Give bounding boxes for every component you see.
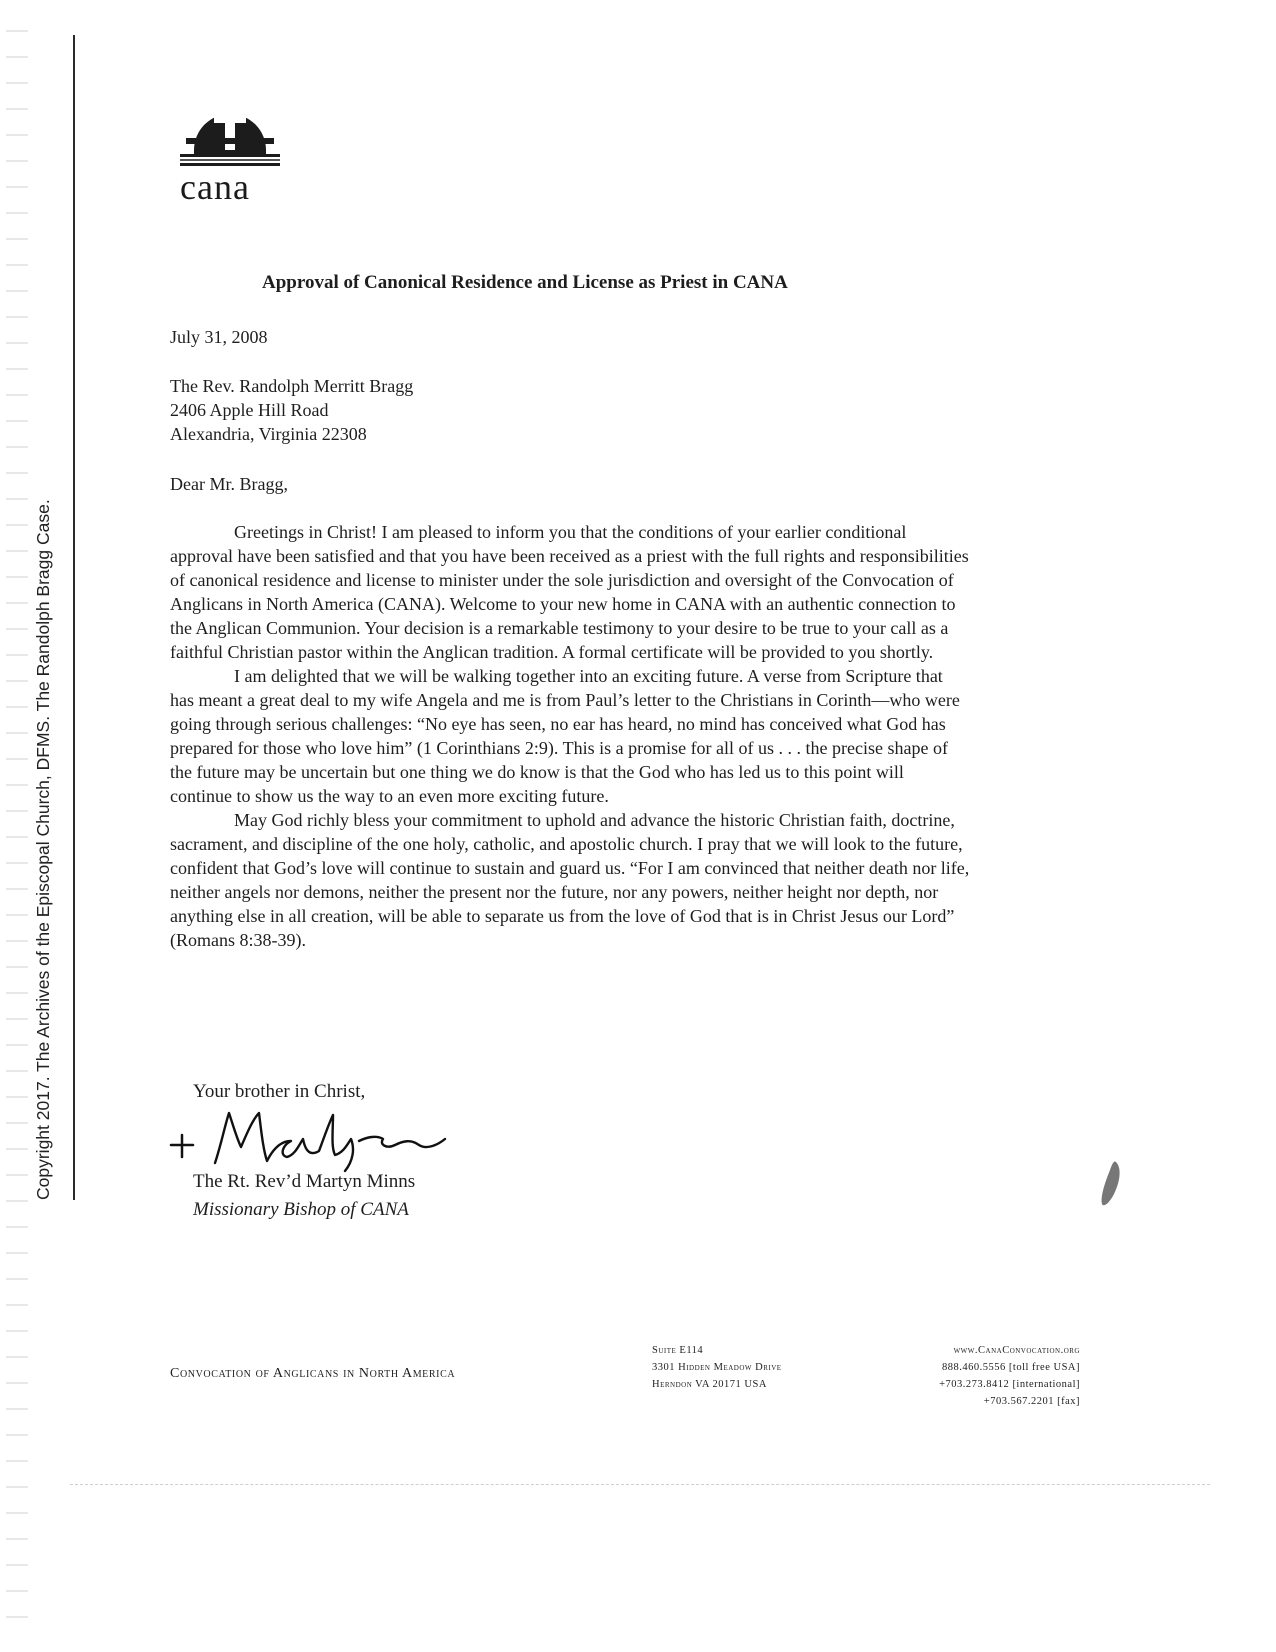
footer-suite: Suite E114 [652,1345,704,1356]
letter-date: July 31, 2008 [170,327,268,347]
footer-phone-row [900,1359,1080,1376]
footer-phone-row [900,1376,1080,1393]
handwritten-signature [163,1105,453,1175]
phone-label: [toll free USA] [1008,1362,1080,1373]
signer-role: Missionary Bishop of CANA [193,1199,409,1220]
letter-body [170,520,970,952]
signer-name: The Rt. Rev’d Martyn Minns [193,1171,416,1192]
cana-wordmark: cana [180,167,250,207]
footer-organization: Convocation of Anglicans in North America [170,1366,456,1381]
recipient-address [170,374,413,446]
copyright-notice: Copyright 2017. The Archives of the Episcopal Church, DFMS. The Randolph Bragg Case. [33,499,53,1200]
recipient-name: The Rev. Randolph Merritt Bragg [170,376,414,396]
body-paragraph: May God richly bless your commitment to uphold and advance the historic Christian faith, doctrine, sacrament, and discipline of the one holy, catholic, and apostolic church. I pray that we will look to the future, confident that God’s love will continue to sustain and guard us. “For I am convinced that neither death nor life, neither angels nor demons, neither the present nor the future, nor any powers, neither height nor depth, nor anything else in all creation, will be able to separate us from the love of God that is in Christ Jesus our Lord” (Romans 8:38-39). [170,810,970,950]
closing: Your brother in Christ, [193,1081,366,1102]
footer-website: www.CanaConvocation.org [953,1345,1080,1356]
ink-smudge [1100,1160,1122,1210]
phone-label: [fax] [1057,1396,1080,1407]
recipient-city: Alexandria, Virginia 22308 [170,424,367,444]
phone-number: +703.273.8412 [939,1379,1010,1390]
phone-number: +703.567.2201 [983,1396,1054,1407]
phone-number: 888.460.5556 [942,1362,1006,1373]
footer-contact [900,1342,1080,1410]
footer-street: 3301 Hidden Meadow Drive [652,1362,782,1373]
phone-label: [international] [1012,1379,1080,1390]
body-paragraph: I am delighted that we will be walking together into an exciting future. A verse from Scripture that has meant a great deal to my wife Angela and me is from Paul’s letter to the Christians in Corinth—who were going through serious challenges: “No eye has seen, no ear has heard, no mind has conceived what God has prepared for those who love him” (1 Corinthians 2:9). This is a promise for all of us . . . the precise shape of the future may be uncertain but one thing we do know is that the God who has led us to this point will continue to show us the way to an even more exciting future. [170,666,960,806]
margin-rule [73,35,75,1200]
letter-title: Approval of Canonical Residence and License as Priest in CANA [262,272,788,293]
signer-block [193,1168,415,1224]
footer-phone-row [900,1393,1080,1410]
footer-address [652,1342,782,1393]
salutation: Dear Mr. Bragg, [170,474,288,494]
footer-city: Herndon VA 20171 USA [652,1379,767,1390]
recipient-street: 2406 Apple Hill Road [170,400,329,420]
scan-edge-marks [6,30,28,1630]
body-paragraph: Greetings in Christ! I am pleased to inform you that the conditions of your earlier conditional approval have been satisfied and that you have been received as a priest with the full rights and responsibilities of canonical residence and license to minister under the sole jurisdiction and oversight of the Convocation of Anglicans in North America (CANA). Welcome to your new home in CANA with an authentic connection to the Anglican Communion. Your decision is a remarkable testimony to your desire to be true to your call as a faithful Christian pastor within the Anglican tradition. A formal certificate will be provided to you shortly. [170,522,969,662]
bottom-rule [70,1484,1210,1486]
